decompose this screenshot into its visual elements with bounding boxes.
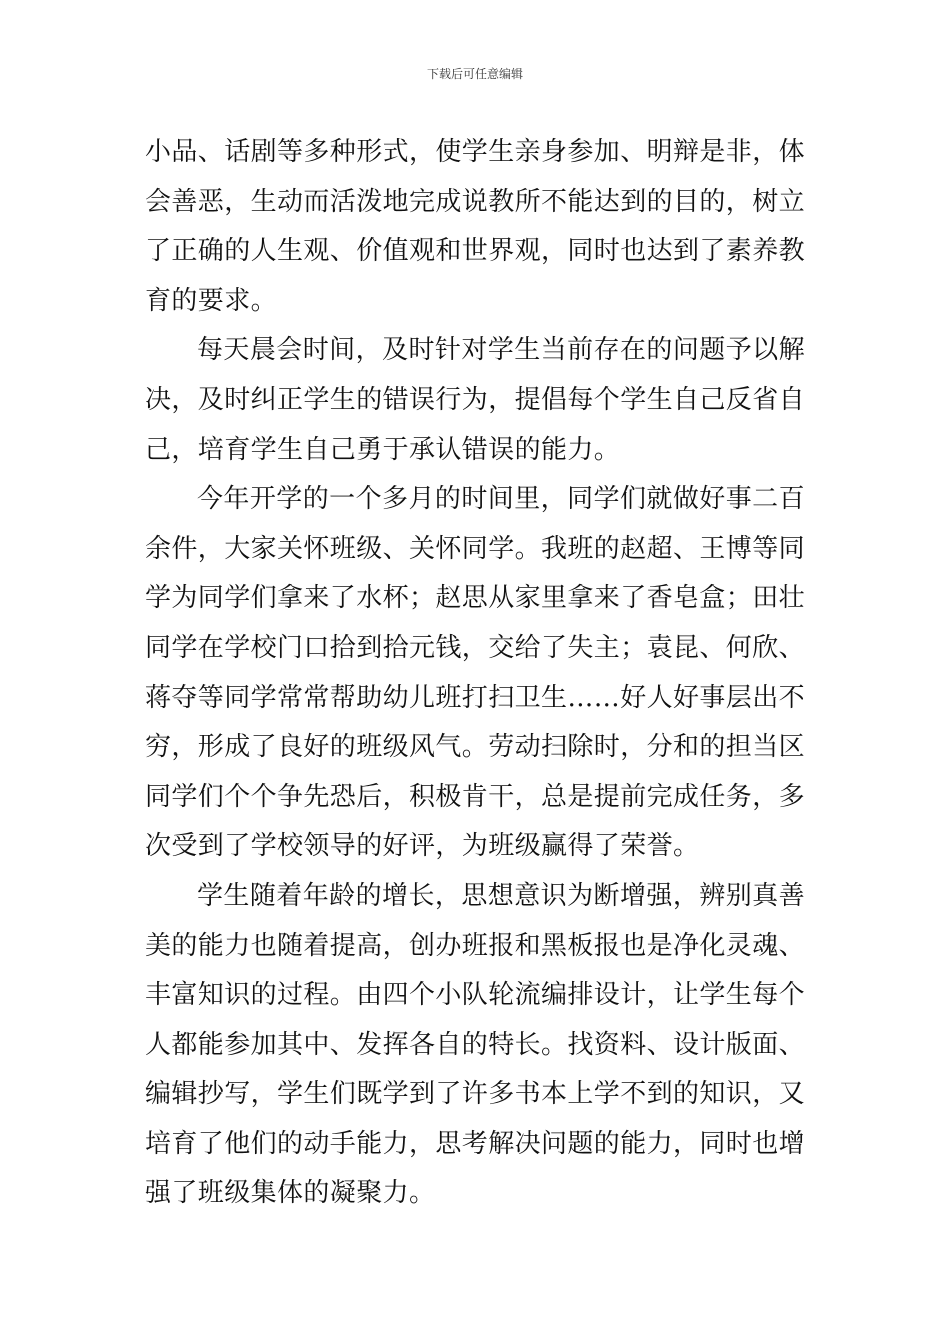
paragraph-class-newspaper: 学生随着年龄的增长，思想意识为断增强，辨别真善美的能力也随着提高，创办班报和黑板报也是净化灵魂、丰富知识的过程。由四个小队轮流编排设计，让学生每个人都能参加其中、发挥各自的特长。找资料、设计版面、编辑抄写，学生们既学到了许多书本上学不到的知识，又培育了他们的动手能力，思考解决问题的能力，同时也增强了班级集体的凝聚力。 bbox=[145, 880, 806, 1209]
paragraph-good-deeds: 今年开学的一个多月的时间里，同学们就做好事二百余件，大家关怀班级、关怀同学。我班的赵超、王博等同学为同学们拿来了水杯；赵思从家里拿来了香皂盒；田壮同学在学校门口拾到拾元钱，交给了失主；袁昆、何欣、蒋夺等同学常常帮助幼儿班打扫卫生……好人好事层出不穷，形成了良好的班级风气。劳动扫除时，分和的担当区同学们个个争先恐后，积极肯干，总是提前完成任务，多次受到了学校领导的好评，为班级赢得了荣誉。 bbox=[145, 484, 806, 862]
page-header: 下载后可任意编辑 bbox=[426, 67, 523, 81]
document-body bbox=[145, 128, 805, 1219]
paragraph-morning-meeting: 每天晨会时间，及时针对学生当前存在的问题予以解决，及时纠正学生的错误行为，提倡每个学生自己反省自己，培育学生自己勇于承认错误的能力。 bbox=[145, 335, 806, 465]
paragraph-continuation: 小品、话剧等多种形式，使学生亲身参加、明辩是非，体会善恶，生动而活泼地完成说教所不能达到的目的，树立了正确的人生观、价值观和世界观，同时也达到了素养教育的要求。 bbox=[145, 137, 806, 316]
